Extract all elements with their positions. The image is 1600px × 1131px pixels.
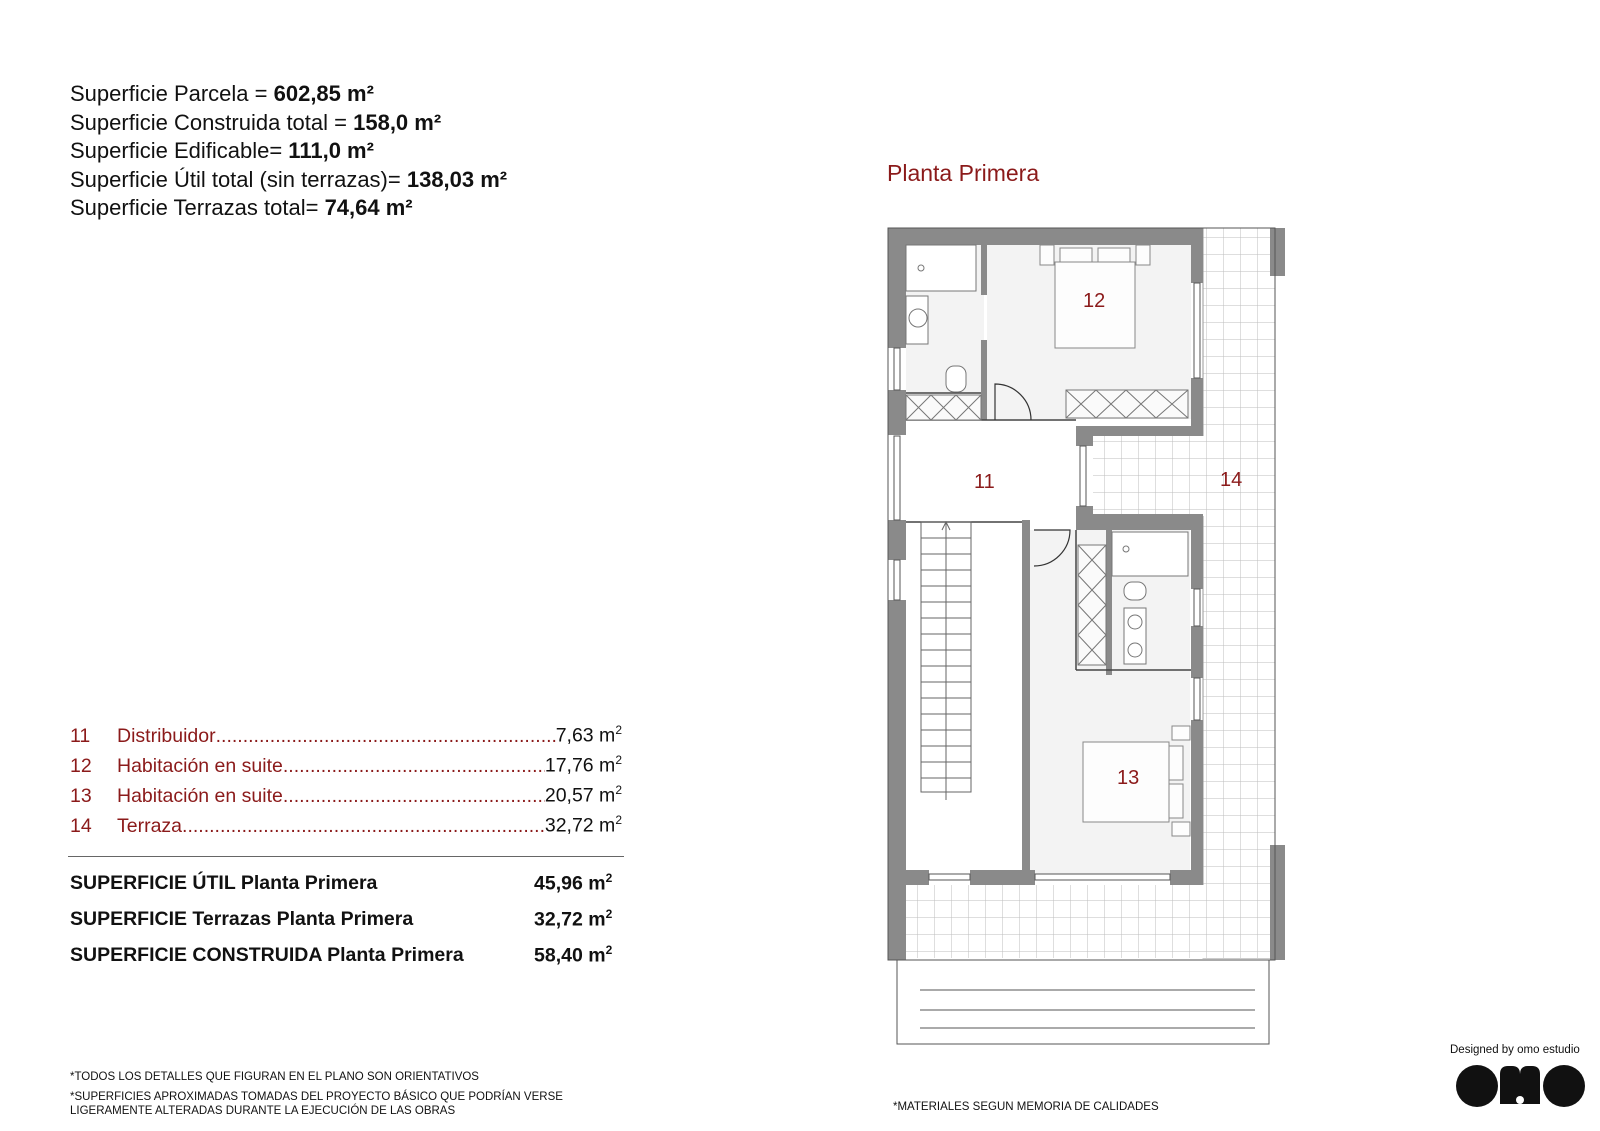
wall (1191, 626, 1203, 678)
terrace-tiles-right (1203, 228, 1275, 958)
total-value: 32,72 $m^2$ (534, 906, 613, 931)
wardrobe (1078, 545, 1106, 665)
summary-row: Superficie Construida total = 158,0 m² (70, 109, 442, 135)
drain (918, 265, 924, 271)
wall (888, 520, 906, 560)
total-value: 45,96 $m^2$ (534, 870, 613, 895)
shower (1112, 532, 1188, 576)
wall (1076, 426, 1093, 446)
room-label-12: 12 (1083, 290, 1106, 312)
summary-row: Superficie Parcela = 602,85 m² (70, 81, 374, 106)
wall (981, 245, 987, 295)
terrace-tiles-middle (1093, 436, 1205, 516)
wall (1191, 228, 1203, 283)
summary-row: Superficie Terrazas total= 74,64 m² (70, 195, 413, 220)
total-value: 58,40 $m^2$ (534, 942, 613, 967)
wall (1170, 870, 1203, 885)
wall (981, 340, 987, 420)
sink (1128, 643, 1142, 657)
wall (888, 390, 906, 435)
nightstand (1172, 726, 1190, 740)
toilet (1124, 582, 1146, 600)
room-name: Habitación en suite (117, 754, 283, 777)
footnote-materials: *MATERIALES SEGUN MEMORIA DE CALIDADES (893, 1101, 1159, 1113)
wall (1191, 720, 1203, 885)
lower-steps (897, 960, 1269, 1044)
wall (1076, 514, 1203, 530)
room-number: 12 (70, 754, 92, 777)
window (1194, 589, 1200, 626)
total-label: SUPERFICIE ÚTIL Planta Primera (70, 871, 378, 894)
sink (1128, 615, 1142, 629)
pillow (1169, 746, 1183, 780)
nightstand (1172, 822, 1190, 836)
window (894, 560, 900, 600)
shower (906, 245, 976, 291)
room-name: Habitación en suite (117, 784, 283, 807)
pillow (1169, 784, 1183, 818)
footnote-surfaces: *SUPERFICIES APROXIMADAS TOMADAS DEL PROYECTO BÁSICO QUE PODRÍAN VERSE LIGERAMENTE ALTERADAS DURANTE LA EJECUCIÓN DE LAS OBRAS (70, 1091, 563, 1117)
room-name: Terraza (117, 814, 183, 837)
summary-row: Superficie Útil total (sin terrazas)= 138,03 m² (70, 166, 508, 192)
wall (1022, 520, 1030, 870)
window (894, 348, 900, 390)
wall (1270, 228, 1285, 276)
terrace-tiles-bottom (904, 885, 1275, 958)
step-lines (920, 990, 1255, 1028)
window (1080, 446, 1086, 506)
room-name: Distribuidor (117, 724, 216, 747)
wall (888, 228, 906, 348)
room-label-14: 14 (1220, 469, 1243, 491)
total-label: SUPERFICIE CONSTRUIDA Planta Primera (70, 943, 464, 966)
window (1035, 874, 1170, 880)
room-number: 13 (70, 784, 92, 807)
nightstand (1136, 245, 1150, 265)
room-label-11: 11 (974, 471, 995, 493)
designed-by: Designed by omo estudio (1450, 1044, 1580, 1056)
plan-title: Planta Primera (887, 160, 1040, 186)
nightstand (1040, 245, 1054, 265)
pillow (1060, 248, 1092, 262)
wall (888, 600, 906, 960)
wall (888, 228, 1203, 245)
room-number: 14 (70, 814, 92, 837)
window (894, 436, 900, 520)
stair-floor (906, 522, 1022, 878)
room-area: 17,76 $m^2$ (544, 753, 622, 777)
sink (909, 309, 927, 327)
window (1194, 283, 1200, 378)
pillow (1098, 248, 1130, 262)
summary-row: Superficie Edificable= 111,0 m² (70, 138, 374, 163)
wardrobe (1066, 390, 1188, 418)
window (929, 874, 970, 880)
drain (1123, 546, 1129, 552)
window (1194, 678, 1200, 720)
room-area: 20,57 $m^2$ (544, 783, 622, 807)
wall (1106, 530, 1112, 675)
toilet (946, 366, 966, 392)
wall (1191, 514, 1203, 589)
total-label: SUPERFICIE Terrazas Planta Primera (70, 907, 414, 930)
room-area: 32,72 $m^2$ (544, 813, 622, 837)
room-label-13: 13 (1117, 767, 1140, 789)
room-area: 7,63 $m^2$ (555, 723, 622, 747)
room-number: 11 (70, 724, 91, 747)
wall (906, 870, 929, 885)
omo-logo (1456, 1065, 1585, 1107)
wall (970, 870, 1035, 885)
footnote-details: *TODOS LOS DETALLES QUE FIGURAN EN EL PLANO SON ORIENTATIVOS (70, 1071, 479, 1083)
wall (1076, 426, 1203, 436)
wall (1270, 845, 1285, 960)
